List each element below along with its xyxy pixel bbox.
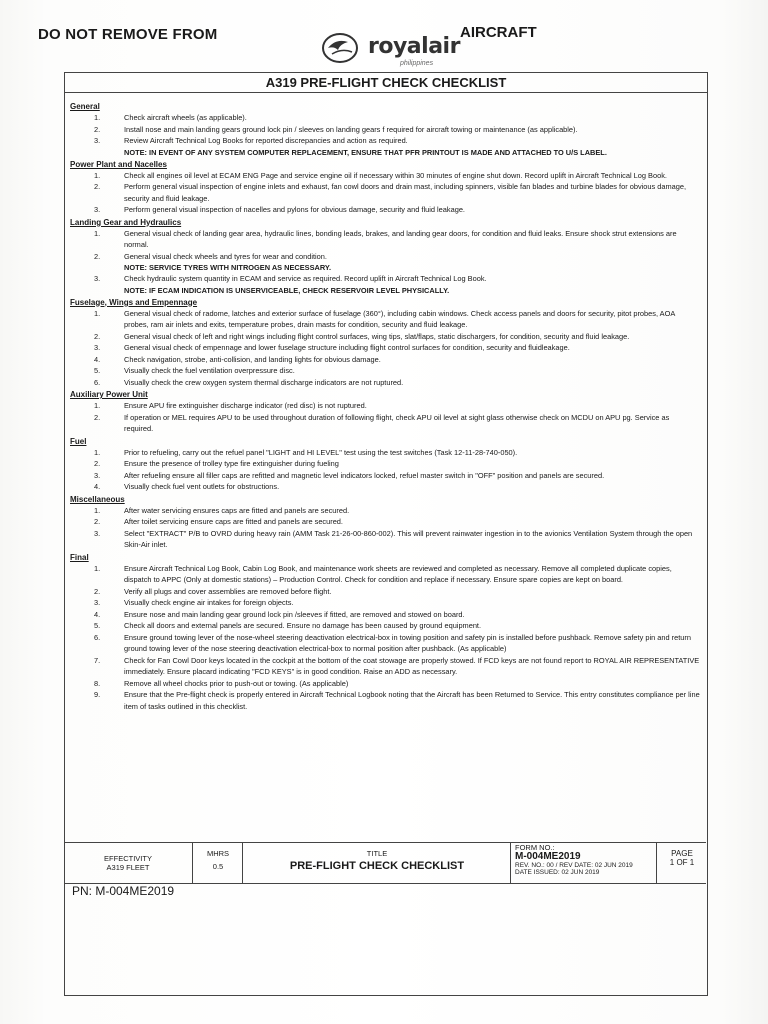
checklist-item	[70, 412, 700, 435]
checklist-item	[70, 609, 700, 621]
item-text: After toilet servicing ensure caps are fitted and panels are secured.	[124, 517, 343, 526]
checklist-note: NOTE: SERVICE TYRES WITH NITROGEN AS NECESSARY.	[124, 263, 332, 272]
section-heading: Miscellaneous	[70, 494, 125, 504]
item-number: 3.	[94, 598, 101, 607]
checklist-note: NOTE: IN EVENT OF ANY SYSTEM COMPUTER REPLACEMENT, ENSURE THAT PFR PRINTOUT IS MADE AND ATTACHED TO U/S LABEL.	[124, 147, 607, 157]
mhrs-value: 0.5	[212, 862, 224, 871]
form-value: M-004ME2019	[515, 851, 581, 862]
item-text: Perform general visual inspection of nacelles and pylons for obvious damage, security and fluid leakage.	[124, 205, 465, 214]
checklist-item	[70, 632, 700, 655]
item-text: If operation or MEL requires APU to be used throughout duration of following flight, check APU oil level at sight glass otherwise check on MCDU on APU pg. Service as required.	[124, 412, 670, 433]
checklist-item	[70, 586, 700, 598]
item-number: 2.	[94, 586, 101, 596]
item-text: Remove all wheel chocks prior to push-out or towing. (As applicable)	[124, 678, 349, 688]
item-text: Check navigation, strobe, anti-collision, and landing lights for obvious damage.	[124, 354, 381, 364]
item-number: 2.	[94, 459, 101, 468]
item-number: 3.	[94, 136, 101, 145]
section-heading: Fuselage, Wings and Empennage	[70, 297, 198, 307]
item-text: Check for Fan Cowl Door keys located in the cockpit at the bottom of the coat stowage are properly stowed. If FCD keys are not found report to ROYAL AIR REPRESENTATIVE immediately. Ensure placard indicating "FCD KEYS" is in good condition. Raise an ADD as necessary.	[124, 655, 700, 676]
item-number: 3.	[94, 205, 101, 214]
item-number: 2.	[94, 182, 101, 191]
form-cell	[510, 843, 656, 883]
effectivity-value: A319 FLEET	[106, 863, 150, 872]
item-number: 1.	[94, 113, 101, 122]
item-number: 2.	[94, 517, 101, 526]
item-text: After refueling ensure all filler caps are refitted and magnetic level indicators locked, refuel master switch in "OFF" position and panels are secured.	[124, 470, 605, 480]
checklist-item	[70, 170, 700, 182]
item-number: 1.	[94, 505, 101, 515]
item-number: 4.	[94, 482, 101, 491]
checklist-item	[70, 516, 700, 528]
checklist-item	[70, 678, 700, 690]
item-number: 9.	[94, 690, 101, 699]
checklist-content	[70, 100, 700, 712]
date-issued: DATE ISSUED: 02 JUN 2019	[515, 869, 600, 876]
item-text: General visual check of left and right wings including flight control surfaces, wing tips, slat/flaps, static dischargers, for condition, security and fluid leakage.	[124, 331, 630, 341]
item-text: Prior to refueling, carry out the refuel panel "LIGHT and HI LEVEL" test using the test switches (Task 12-11-28-740-050).	[124, 447, 518, 457]
item-text: Select "EXTRACT" P/B to OVRD during heavy rain (AMM Task 21-26-00-860-002). This will prevent rainwater ingestion in to the avionics Ventilation System through the open Skin-Air inlet.	[124, 528, 693, 549]
item-text: Check all doors and external panels are secured. Ensure no damage has been caused by ground equipment.	[124, 621, 482, 630]
checklist-item	[70, 135, 700, 147]
item-number: 3.	[94, 343, 101, 352]
checklist-item	[70, 112, 700, 124]
item-text: Perform general visual inspection of engine inlets and exhaust, fan cowl doors and drain mast, including spinners, visible fan blades and turbine blades for obvious damage, security and fluid leakage.	[124, 182, 687, 203]
title-cell	[242, 843, 511, 883]
checklist-item	[70, 400, 700, 412]
item-text: General visual check of landing gear area, hydraulic lines, bonding leads, brakes, and landing gear doors, for condition and fluid leaks. Ensure shock strut extensions are normal.	[124, 228, 677, 249]
item-text: Ensure that the Pre-flight check is properly entered in Aircraft Technical Logbook noting that the Aircraft has been Returned to Service. This entry constitutes compliance per line item of tasks outlined in this checklist.	[124, 690, 700, 711]
checklist-item	[70, 251, 700, 263]
item-number: 2.	[94, 251, 101, 261]
item-text: Visually check the crew oxygen system thermal discharge indicators are not ruptured.	[124, 377, 404, 387]
item-text: Visually check fuel vent outlets for obstructions.	[124, 482, 280, 491]
checklist-item	[70, 204, 700, 216]
effectivity-label: EFFECTIVITY	[104, 854, 152, 863]
checklist-item	[70, 620, 700, 632]
item-number: 2.	[94, 412, 101, 422]
checklist-item	[70, 331, 700, 343]
checklist-item	[70, 447, 700, 459]
item-number: 6.	[94, 377, 101, 387]
mhrs-cell	[192, 843, 243, 883]
checklist-note: NOTE: IF ECAM INDICATION IS UNSERVICEABLE, CHECK RESERVOIR LEVEL PHYSICALLY.	[124, 285, 450, 295]
section-heading: Final	[70, 552, 89, 562]
section-heading: General	[70, 102, 100, 111]
item-text: Check aircraft wheels (as applicable).	[124, 113, 247, 122]
item-text: After water servicing ensures caps are fitted and panels are secured.	[124, 505, 350, 515]
item-text: Ensure the presence of trolley type fire extinguisher during fueling	[124, 459, 339, 468]
checklist-item	[70, 377, 700, 389]
checklist-item	[70, 365, 700, 377]
section-heading: Power Plant and Nacelles	[70, 159, 167, 169]
effectivity-cell	[64, 843, 192, 883]
item-number: 4.	[94, 609, 101, 619]
title-value: PRE-FLIGHT CHECK CHECKLIST	[289, 860, 465, 872]
checklist-item	[70, 481, 700, 493]
checklist-item	[70, 124, 700, 136]
item-number: 7.	[94, 655, 101, 665]
item-text: Verify all plugs and cover assemblies are removed before flight.	[124, 586, 332, 596]
form-label: FORM NO.:	[515, 843, 555, 852]
mhrs-label: MHRS	[206, 849, 230, 858]
checklist-item	[70, 181, 700, 204]
item-number: 5.	[94, 621, 101, 630]
item-text: Visually check engine air intakes for foreign objects.	[124, 598, 294, 607]
item-number: 1.	[94, 447, 101, 457]
checklist-item	[70, 597, 700, 609]
document-title: A319 PRE-FLIGHT CHECK CHECKLIST	[64, 72, 708, 93]
rev-info: REV. NO.: 00 / REV DATE: 02 JUN 2019	[515, 862, 633, 869]
royalair-logo	[318, 26, 458, 68]
item-number: 2.	[94, 331, 101, 341]
item-number: 1.	[94, 170, 101, 180]
item-text: Ensure nose and main landing gear ground lock pin /sleeves if fitted, are removed and stowed on board.	[124, 609, 465, 619]
item-number: 8.	[94, 678, 101, 688]
item-number: 2.	[94, 124, 101, 134]
checklist-item	[70, 563, 700, 586]
checklist-item	[70, 342, 700, 354]
item-number: 3.	[94, 274, 101, 283]
do-not-remove-label: DO NOT REMOVE FROM	[38, 26, 218, 43]
checklist-item	[70, 308, 700, 331]
item-text: Check hydraulic system quantity in ECAM and service as required. Record uplift in Aircraft Technical Log Book.	[124, 274, 487, 283]
checklist-item	[70, 228, 700, 251]
item-text: Ensure APU fire extinguisher discharge indicator (red disc) is not ruptured.	[124, 401, 367, 410]
item-text: Install nose and main landing gears ground lock pin / sleeves on landing gears f required for aircraft towing or maintenance (as applicable).	[124, 124, 578, 134]
page-cell	[656, 843, 707, 883]
title-label: TITLE	[366, 849, 388, 858]
item-number: 6.	[94, 632, 101, 642]
item-number: 1.	[94, 228, 101, 238]
item-text: General visual check wheels and tyres for wear and condition.	[124, 251, 327, 261]
aircraft-label: AIRCRAFT	[460, 24, 537, 41]
page-value: 1 OF 1	[669, 858, 695, 867]
section-heading: Landing Gear and Hydraulics	[70, 217, 182, 227]
logo-subtitle: philippines	[400, 60, 434, 67]
item-number: 3.	[94, 528, 101, 538]
bird-logo-icon	[320, 28, 360, 68]
checklist-item	[70, 470, 700, 482]
item-number: 5.	[94, 366, 101, 375]
part-number: PN: M-004ME2019	[72, 884, 175, 898]
item-text: Visually check the fuel ventilation overpressure disc.	[124, 366, 295, 375]
checklist-item	[70, 273, 700, 285]
checklist-item	[70, 505, 700, 517]
item-text: General visual check of radome, latches and exterior surface of fuselage (360°), including cabin windows. Check access panels and doors for security, pitot probes, AOA probes, ram air inlets and exits, temperature probes, drain masts for condition, security and fluid leakage.	[124, 308, 675, 329]
item-text: Review Aircraft Technical Log Books for reported discrepancies and action as required.	[124, 136, 408, 145]
section-heading: Fuel	[70, 436, 87, 446]
item-number: 4.	[94, 354, 101, 364]
logo-wordmark: royalair	[368, 34, 460, 59]
checklist-item	[70, 458, 700, 470]
item-number: 1.	[94, 401, 101, 410]
checklist-item	[70, 655, 700, 678]
item-number: 3.	[94, 470, 101, 480]
item-text: General visual check of empennage and lower fuselage structure including flight control surfaces for condition, security and fluidleakage.	[124, 343, 570, 352]
checklist-item	[70, 528, 700, 551]
item-text: Ensure ground towing lever of the nose-wheel steering deactivation electrical-box in towing position and safety pin is installed before pushback. Remove safety pin and return ground towing lever of the nose steering deactivation electrical-box to normal position after pushback. (As applicable)	[124, 632, 691, 653]
footer-table	[64, 842, 706, 884]
item-number: 1.	[94, 308, 101, 318]
page-label: PAGE	[671, 849, 693, 858]
checklist-item	[70, 354, 700, 366]
checklist-item	[70, 689, 700, 712]
item-number: 1.	[94, 563, 101, 573]
item-text: Ensure Aircraft Technical Log Book, Cabin Log Book, and maintenance work sheets are reviewed and completed as necessary. Remove all completed duplicate copies, dispatch to APPC (Only at domestic stations) – Production Control. Check for condition and replace if necessary. Ensure spare copies are kept on board.	[124, 563, 672, 584]
section-heading: Auxiliary Power Unit	[70, 390, 148, 399]
item-text: Check all engines oil level at ECAM ENG Page and service engine oil if necessary within 30 minutes of engine shut down. Record uplift in Aircraft Technical Log Book.	[124, 170, 667, 180]
